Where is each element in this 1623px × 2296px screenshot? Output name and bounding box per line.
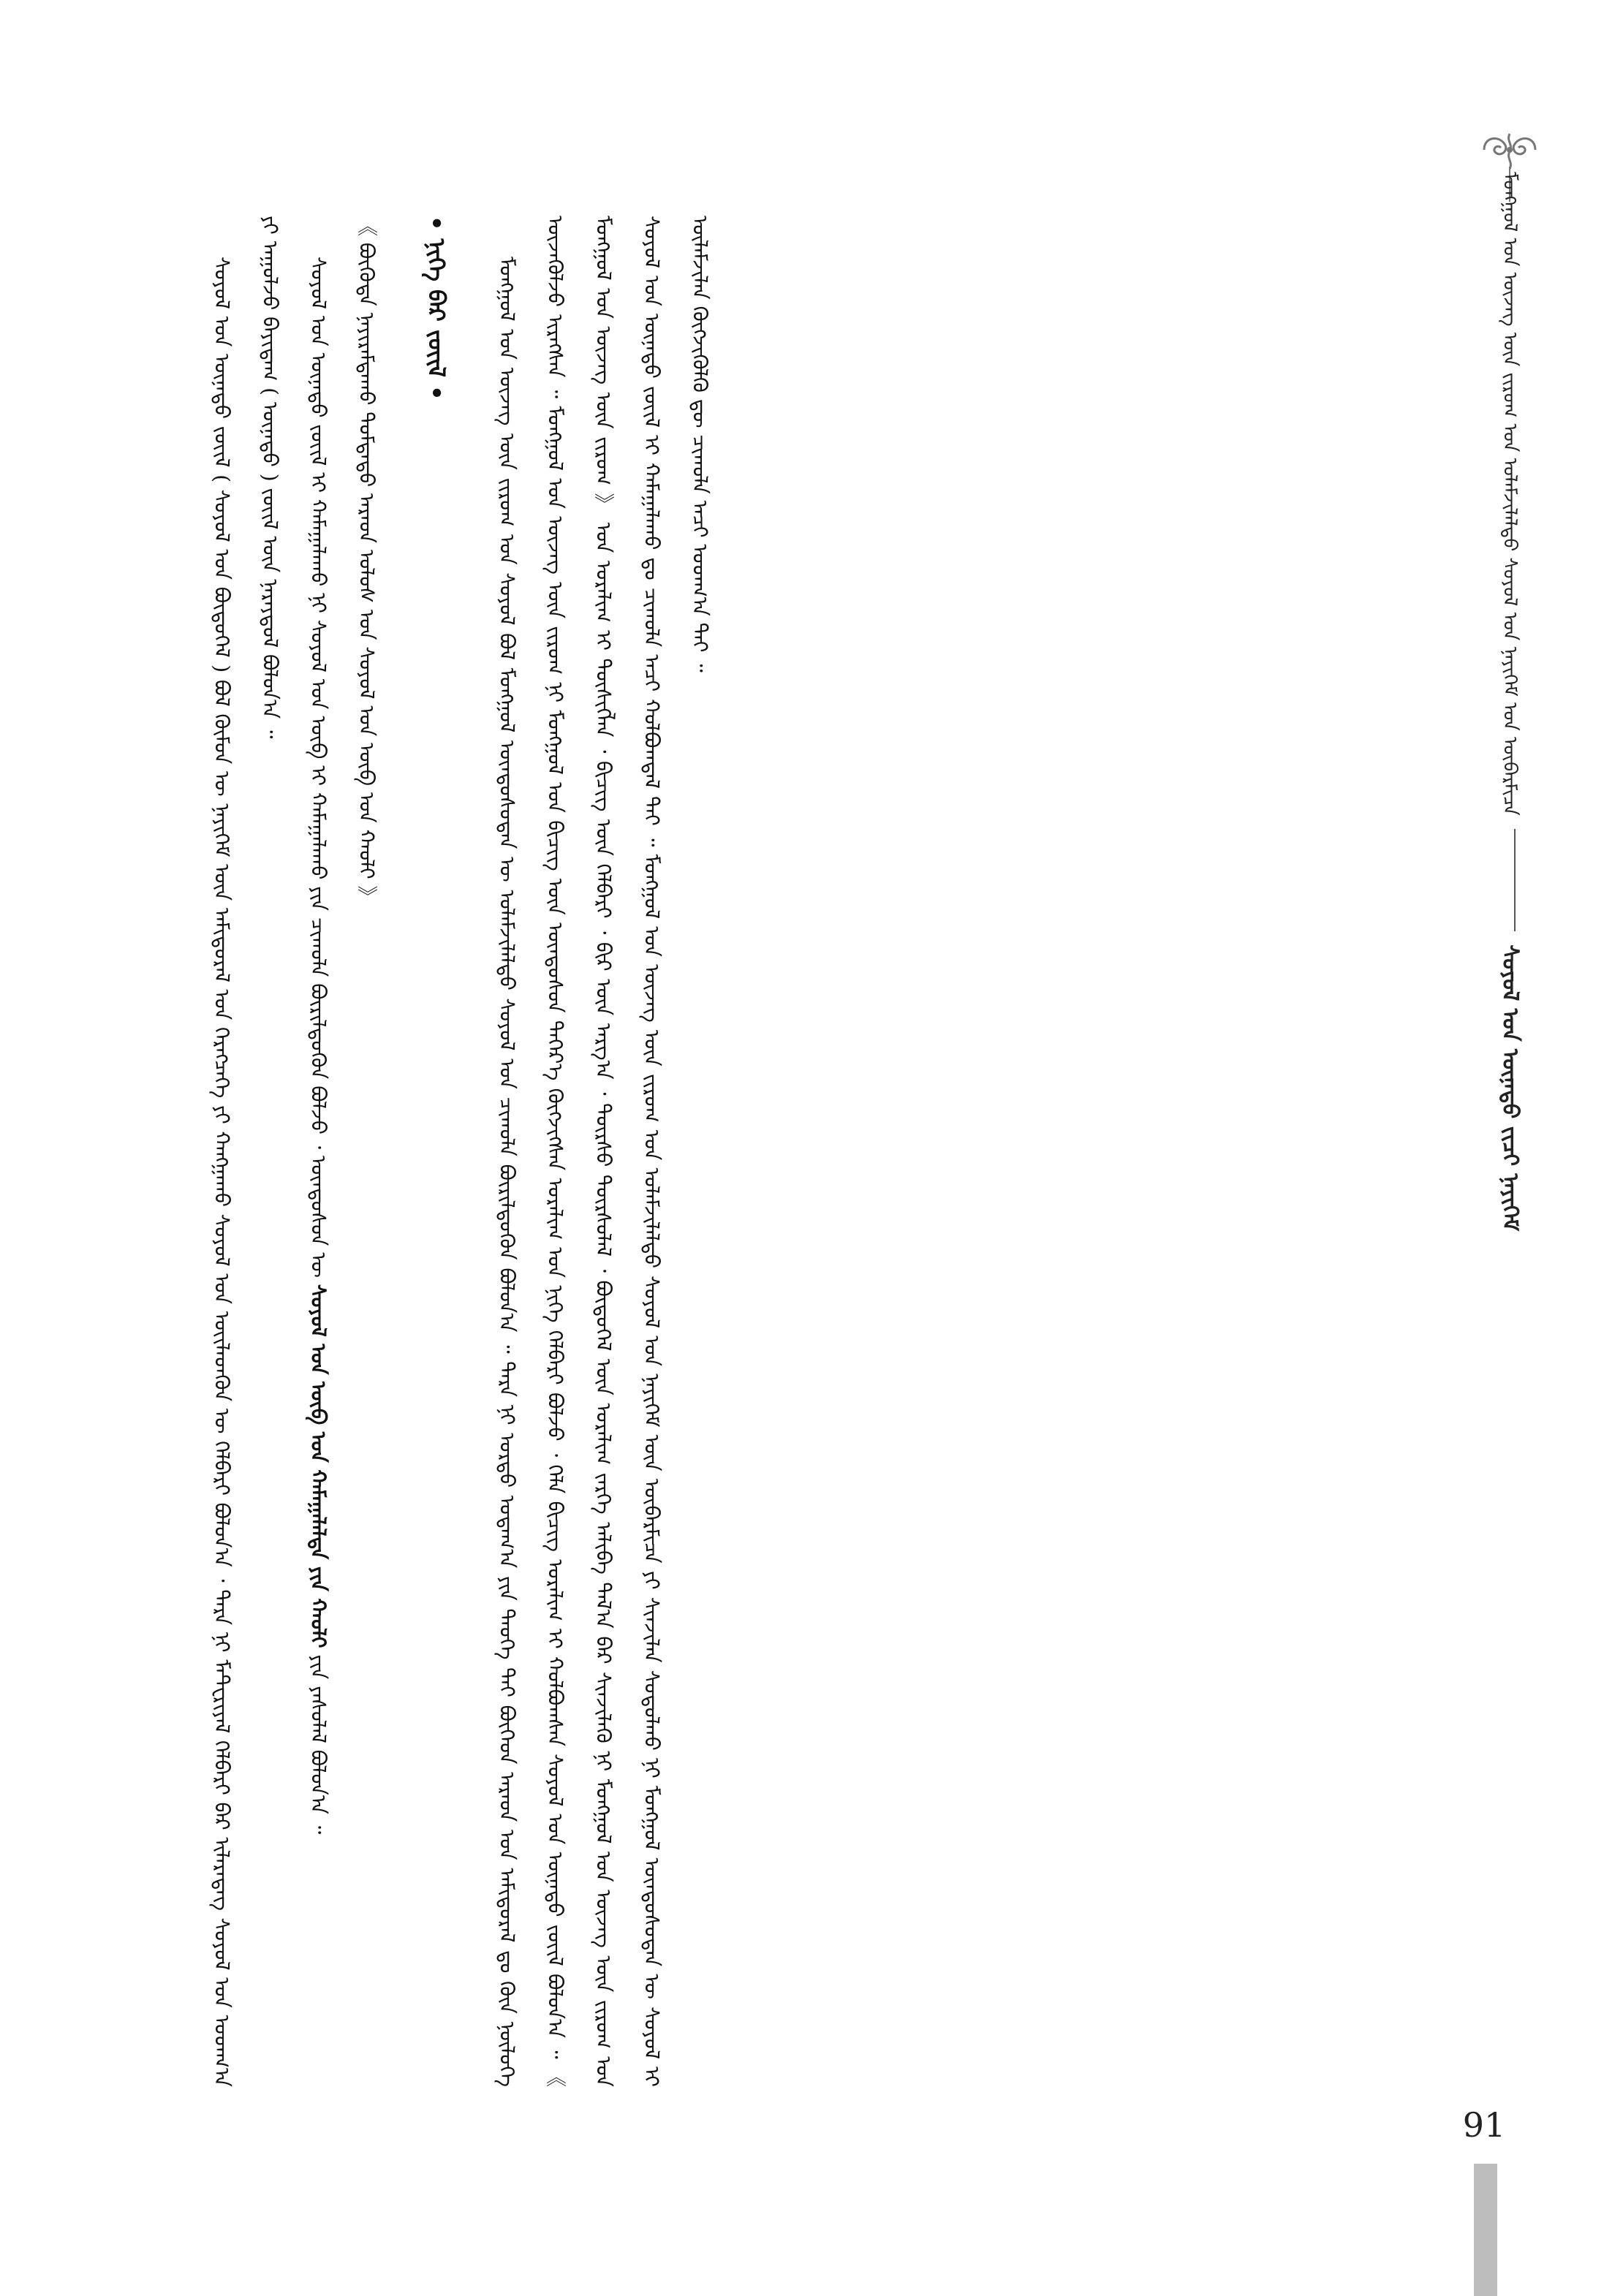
emphasized-term: ᠰᠤᠶᠤᠯ ᠤᠨ ᠦᠪ ᠤᠨ ᠬᠠᠮᠠᠭᠠᠯᠠᠯᠲᠠ ᠶᠢᠨ ᠬᠠᠤᠯᠢ: [306, 1284, 330, 1648]
running-title: ᠮᠣᠩᠭᠣᠯ ᠤᠨ ᠦᠵᠡᠭ ᠦᠨ ᠵᠢᠷᠤᠭ ᠤᠨ ᠤᠯᠠᠮᠵᠢᠯᠠᠯᠲᠤ ᠰᠤᠶᠤᠯ ᠤᠨ ᠨᠡᠶᠢᠭᠡᠮ ᠤᠨ ᠥᠪᠡᠷᠮᠢᠴᠡ: [1499, 172, 1521, 816]
page-number: 91: [1462, 2105, 1506, 2145]
section-heading: • ᠨᠢᠭᠡ ᠪᠡᠷ ᠵᠦᠢᠯ •: [423, 216, 450, 401]
paragraph: [294, 216, 342, 2087]
paragraph: ᠰᠤᠶᠤᠯ ᠤᠨ ᠦᠨᠡᠲᠦ ᠵᠦᠢᠯ ( ᠰᠤᠶᠤᠯ ᠤᠨ ᠪᠦᠲᠦᠭᠡᠯ ) ᠪᠣᠯ ᠬᠦᠮᠦᠨ ᠦ ᠨᠡᠶᠢᠭᠡᠮ ᠦᠨ ᠠᠮᠢᠳᠤᠷᠠᠯ ᠤᠨ ᠬᠡᠷᠡᠭᠴᠡᠭᠡ ᠶᠢ ᠬᠠᠩᠭᠠᠬᠤ ᠰᠤᠶᠤᠯ ᠤᠨ ᠦᠢᠯᠡᠳᠬᠦᠨ ᠦ ᠬᠡᠯᠪᠡᠷᠢ ᠪᠣᠯᠤᠨ᠎ᠠ ᠂ ᠲᠡᠷᠡ ᠨᠢ ᠮᠠᠲ᠋ᠧᠷᠢᠶᠠᠯ ᠬᠡᠯᠪᠡᠷᠢ ᠪᠡᠷ ᠢᠯᠡᠷᠡᠳᠡᠭ ᠰᠤᠶᠤᠯ ᠤᠨ ᠤᠳᠬ᠎ᠠ ᠶᠢ ᠠᠭᠤᠯᠵᠤ ᠪᠠᠶᠢᠳᠠᠭ ( ᠦᠨᠡᠲᠦ ) ᠵᠦᠢᠯ ᠦᠨ ᠨᠡᠷᠡᠶᠳᠦᠯ ᠪᠣᠯᠤᠨ᠎ᠠ ᠃: [210, 216, 282, 2087]
running-header: [1491, 172, 1528, 1444]
side-tab: [1474, 2164, 1497, 2296]
paragraph-text: ᠶᠢᠨ ᠶᠠᠰᠤᠯᠠᠯ ᠪᠣᠯᠤᠨ᠎ᠠ ᠃: [306, 1654, 330, 1835]
book-title: ᠰᠤᠶᠤᠯ ᠤᠨ ᠦᠨᠡᠲᠦ ᠵᠢᠴᠢ ᠨᠡᠶᠢᠭᠡᠮ: [1497, 944, 1523, 1232]
quote-title: 《 ᠪᠦᠭᠦᠳᠡ ᠨᠠᠶᠢᠷᠠᠮᠳᠠᠬᠤ ᠳᠤᠮᠳᠠᠳᠤ ᠠᠷᠠᠳ ᠤᠯᠤᠰ ᠤᠨ ᠰᠤᠶᠤᠯ ᠤᠨ ᠦᠪ ᠤᠨ ᠬᠠᠤᠯᠢ 》: [355, 216, 379, 906]
header-divider: [1514, 829, 1516, 931]
paragraph: ᠮᠣᠩᠭᠣᠯ ᠤᠨ ᠦᠵᠡᠭ ᠦᠨ ᠵᠢᠷᠤᠭ ᠤᠨ ᠰᠤᠶᠤᠯ ᠪᠣᠯ ᠮᠣᠩᠭᠣᠯ ᠦᠨᠳᠦᠰᠦᠲᠡᠨ ᠦ ᠤᠯᠠᠮᠵᠢᠯᠠᠯᠲᠤ ᠰᠤᠶᠤᠯ ᠤᠨ ᠴᠢᠬᠤᠯᠠ ᠪᠦᠷᠢᠯᠳᠦᠬᠦᠨ ᠪᠣᠯᠤᠨ᠎ᠠ ᠃ ᠲᠡᠷᠡ ᠨᠢ ᠤᠷᠲᠤ ᠤᠳᠠᠭ᠎ᠠ ᠶᠢᠨ ᠲᠡᠦᠬᠡ ᠲᠠᠢ ᠪᠥᠭᠡᠳ ᠠᠷᠠᠳ ᠤᠨ ᠠᠮᠢᠳᠤᠷᠠᠯ ᠳᠤ ᠭᠦᠨ ᠨᠥᠯᠦᠭᠡ ᠦᠵᠡᠭᠦᠯᠵᠦ ᠢᠷᠡᠭᠰᠡᠨ ᠃ ᠮᠣᠩᠭᠣᠯ ᠤᠨ ᠦᠵᠡᠭ ᠦᠨ ᠵᠢᠷᠤᠭ ᠨᠢ ᠮᠣᠩᠭᠣᠯ ᠤᠨ ᠪᠢᠴᠢᠭ ᠦᠨ ᠦᠨᠳᠦᠰᠦᠨ ᠳᠡᠭᠡᠷ᠎ᠡ ᠬᠥᠭᠵᠢᠭᠰᠡᠨ ᠤᠷᠠᠯᠢᠭ ᠤᠨ ᠨᠢᠭᠡ ᠬᠡᠯᠪᠡᠷᠢ ᠪᠣᠯᠵᠤ ᠂ ᠬᠡᠯᠡ ᠪᠢᠴᠢᠭ ᠤᠷᠠᠯᠢᠭ ᠢ ᠬᠣᠯᠪᠣᠭᠰᠠᠨ ᠰᠤᠶᠤᠯ ᠤᠨ ᠦᠨᠡᠲᠦ ᠵᠦᠢᠯ ᠪᠣᠯᠤᠨ᠎ᠠ ᠃ 《 ᠮᠣᠩᠭᠣᠯ ᠤᠨ ᠦᠵᠡᠭ ᠦᠨ ᠵᠢᠷᠤᠭ 》 ᠤᠨ ᠤᠷᠠᠯᠢᠭ ᠢ ᠲᠦᠰᠢᠭᠯᠡᠨ ᠂ ᠪᠢᠴᠢᠭ ᠦᠨ ᠬᠡᠯᠪᠡᠷᠢ ᠂ ᠪᠢᠷ ᠦᠨ ᠠᠷᠭ᠎ᠠ ᠂ ᠳᠦᠷᠰᠦ ᠳᠦᠷᠰᠦᠯᠡᠯ ᠂ ᠪᠦᠲᠦᠭᠡᠯ ᠦᠨ ᠤᠷᠠᠯᠢᠭ ᠵᠡᠷᠭᠡ ᠠᠯᠢᠪᠠ ᠲᠠᠯ᠎ᠠ ᠪᠡᠷ ᠰᠢᠨᠵᠢᠯᠡᠬᠦ ᠨᠢ ᠮᠣᠩᠭᠣᠯ ᠤᠨ ᠦᠵᠡᠭ ᠦᠨ ᠵᠢᠷᠤᠭ ᠤᠨ ᠰᠤᠶᠤᠯ ᠤᠨ ᠦᠨᠡᠲᠦ ᠵᠦᠢᠯ ᠢ ᠬᠠᠮᠠᠭᠠᠯᠠᠬᠤ ᠳᠤ ᠴᠢᠬᠤᠯᠠ ᠠᠴᠢ ᠬᠣᠯᠪᠣᠭᠳᠠᠯ ᠲᠠᠢ ᠃ ᠮᠣᠩᠭᠣᠯ ᠤᠨ ᠦᠵᠡᠭ ᠦᠨ ᠵᠢᠷᠤᠭ ᠤᠨ ᠤᠯᠠᠮᠵᠢᠯᠠᠯᠲᠤ ᠰᠤᠶᠤᠯ ᠤᠨ ᠨᠡᠶᠢᠭᠡᠮ ᠦᠨ ᠥᠪᠡᠷᠮᠢᠴᠡ ᠶᠢ ᠰᠢᠨᠵᠢᠯᠡᠨ ᠰᠣᠳᠤᠯᠬᠤ ᠨᠢ ᠮᠣᠩᠭᠣᠯ ᠦᠨᠳᠦᠰᠦᠲᠡᠨ ᠦ ᠰᠤᠶᠤᠯ ᠢ ᠦᠯᠡᠮᠵᠢᠯᠡᠨ ᠬᠥᠭᠵᠢᠭᠦᠯᠬᠦ ᠳᠦ ᠴᠢᠬᠤᠯᠠ ᠠᠴᠢ ᠤᠳᠬ᠎ᠠ ᠲᠠᠢ ᠃: [495, 216, 712, 2087]
ornament-icon: [1477, 128, 1543, 172]
paragraph-text: ᠰᠤᠶᠤᠯ ᠤᠨ ᠦᠨᠡᠲᠦ ᠵᠦᠢᠯ ᠢ ᠬᠠᠮᠠᠭᠠᠯᠠᠬᠤ ᠨᠢ ᠰᠤᠶᠤᠯ ᠤᠨ ᠦᠪ ᠢ ᠬᠠᠮᠠᠭᠠᠯᠠᠬᠤ ᠶᠢᠨ ᠴᠢᠬᠤᠯᠠ ᠪᠦᠷᠢᠯᠳᠦᠬᠦᠨ ᠪᠣᠯᠵᠤ ᠂ ᠦᠨᠳᠦᠰᠦᠨ ᠦ: [306, 257, 330, 1278]
body-text: [197, 216, 1396, 2087]
